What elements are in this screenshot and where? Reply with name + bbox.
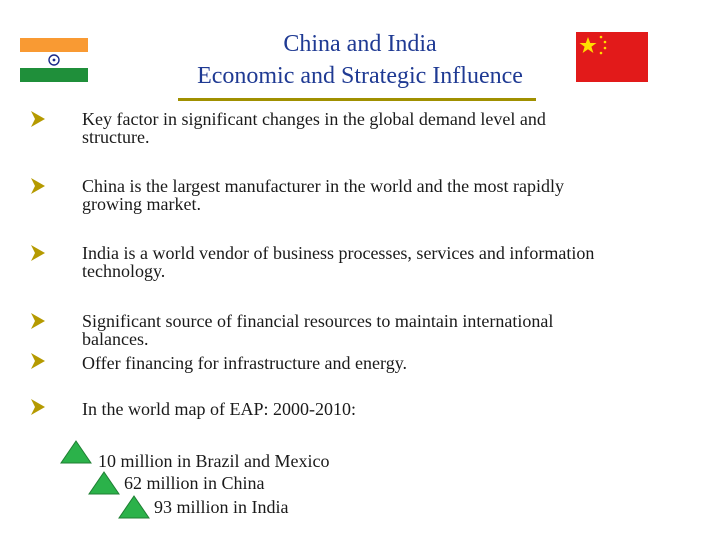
green-triangle-icon <box>88 471 120 495</box>
title-underline <box>178 98 536 101</box>
slide-title-line-2: Economic and Strategic Influence <box>197 63 523 89</box>
bullet-item <box>82 354 692 372</box>
bullet-line-1: China is the largest manufacturer in the world and the most rapidly <box>82 176 565 196</box>
bullet-line-1: India is a world vendor of business processes, services and information <box>82 243 595 263</box>
bullet-line-1: In the world map of EAP: 2000-2010: <box>82 399 356 419</box>
green-triangle-icon <box>60 440 92 464</box>
arrowhead-bullet-icon <box>30 177 46 195</box>
eap-item: 62 million in China <box>124 473 265 493</box>
bullet-line-1: Key factor in significant changes in the global demand level and <box>82 109 546 129</box>
arrowhead-bullet-icon <box>30 110 46 128</box>
arrowhead-bullet-icon <box>30 312 46 330</box>
eap-item: 93 million in India <box>154 497 289 517</box>
bullet-item <box>82 110 692 146</box>
arrowhead-bullet-icon <box>30 398 46 416</box>
bullet-item <box>82 244 692 280</box>
bullet-item <box>82 177 692 213</box>
bullet-line-1: Significant source of financial resources to maintain international <box>82 311 554 331</box>
bullet-item <box>82 312 692 348</box>
bullet-line-2: technology. <box>82 261 166 281</box>
bullet-line-2: structure. <box>82 127 150 147</box>
arrowhead-bullet-icon <box>30 352 46 370</box>
bullet-line-2: balances. <box>82 329 149 349</box>
bullet-line-2: growing market. <box>82 194 201 214</box>
arrowhead-bullet-icon <box>30 244 46 262</box>
bullet-item <box>82 400 692 418</box>
bullet-line-1: Offer financing for infrastructure and energy. <box>82 353 408 373</box>
eap-item: 10 million in Brazil and Mexico <box>98 451 330 471</box>
slide-title-line-1: China and India <box>283 31 437 57</box>
green-triangle-icon <box>118 495 150 519</box>
